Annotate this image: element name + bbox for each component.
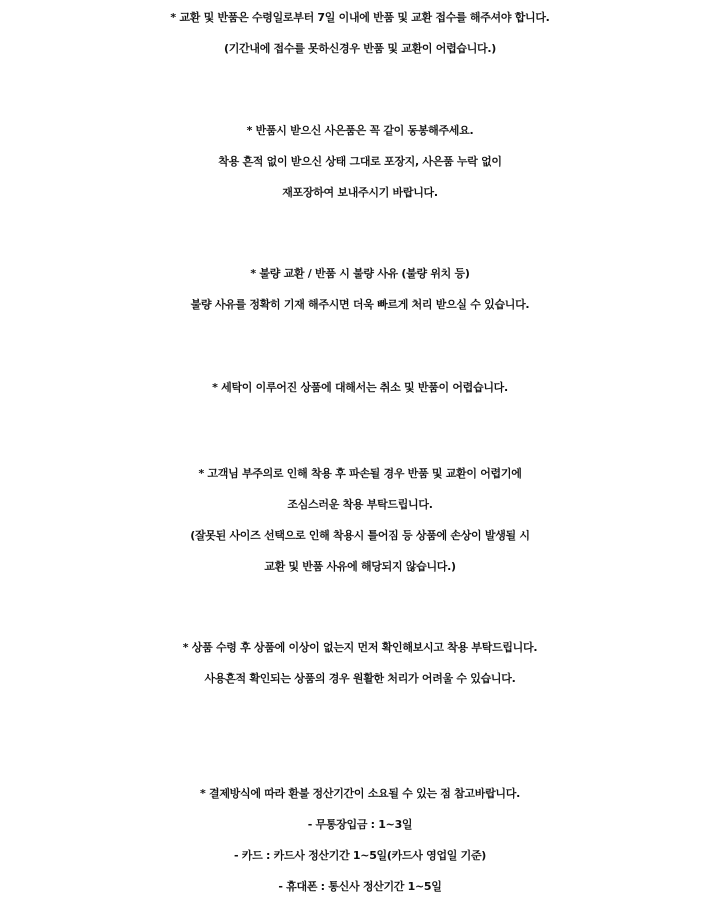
refund-card: - 카드 : 카드사 정산기간 1~5일(카드사 영업일 기준): [233, 849, 487, 862]
notice-line: 불량 사유를 정확히 기재 해주시면 더욱 빠르게 처리 받으실 수 있습니다.: [190, 298, 530, 311]
notice-line: 재포장하여 보내주시기 바랍니다.: [282, 186, 438, 199]
notice-line: 조심스러운 착용 부탁드립니다.: [287, 498, 433, 511]
notice-line: * 불량 교환 / 반품 시 불량 사유 (불량 위치 등): [250, 267, 470, 280]
notice-line: * 결제방식에 따라 환불 정산기간이 소요될 수 있는 점 참고바랍니다.: [200, 787, 520, 800]
notice-line: 착용 흔적 없이 받으신 상태 그대로 포장지, 사은품 누락 없이: [218, 155, 502, 168]
notice-line: * 상품 수령 후 상품에 이상이 없는지 먼저 확인해보시고 착용 부탁드립니다.: [182, 641, 538, 654]
refund-bank-transfer: - 무통장입금 : 1~3일: [307, 818, 413, 831]
refund-mobile: - 휴대폰 : 통신사 정산기간 1~5일: [278, 880, 442, 893]
notice-line: (잘못된 사이즈 선택으로 인해 착용시 틀어짐 등 상품에 손상이 발생될 시: [190, 529, 530, 542]
notice-defect-reason: [0, 258, 720, 320]
notice-line: * 고객님 부주의로 인해 착용 후 파손될 경우 반품 및 교환이 어렵기에: [198, 467, 522, 480]
notice-washed-items: [0, 372, 720, 403]
notice-gift-return: [0, 115, 720, 208]
notice-line: (기간내에 접수를 못하신경우 반품 및 교환이 어렵습니다.): [223, 42, 496, 55]
notice-line: 사용흔적 확인되는 상품의 경우 원활한 처리가 어려울 수 있습니다.: [204, 672, 516, 685]
notice-line: * 세탁이 이루어진 상품에 대해서는 취소 및 반품이 어렵습니다.: [212, 381, 508, 394]
notice-inspect-before-wear: [0, 632, 720, 694]
notice-line: * 교환 및 반품은 수령일로부터 7일 이내에 반품 및 교환 접수를 해주셔야 합니다.: [170, 11, 550, 24]
notice-line: * 반품시 받으신 사은품은 꼭 같이 동봉해주세요.: [246, 124, 474, 137]
notice-refund-period: [0, 778, 720, 902]
notice-return-period: [0, 2, 720, 64]
notice-customer-damage: [0, 458, 720, 582]
notice-line: 교환 및 반품 사유에 해당되지 않습니다.): [264, 560, 456, 573]
